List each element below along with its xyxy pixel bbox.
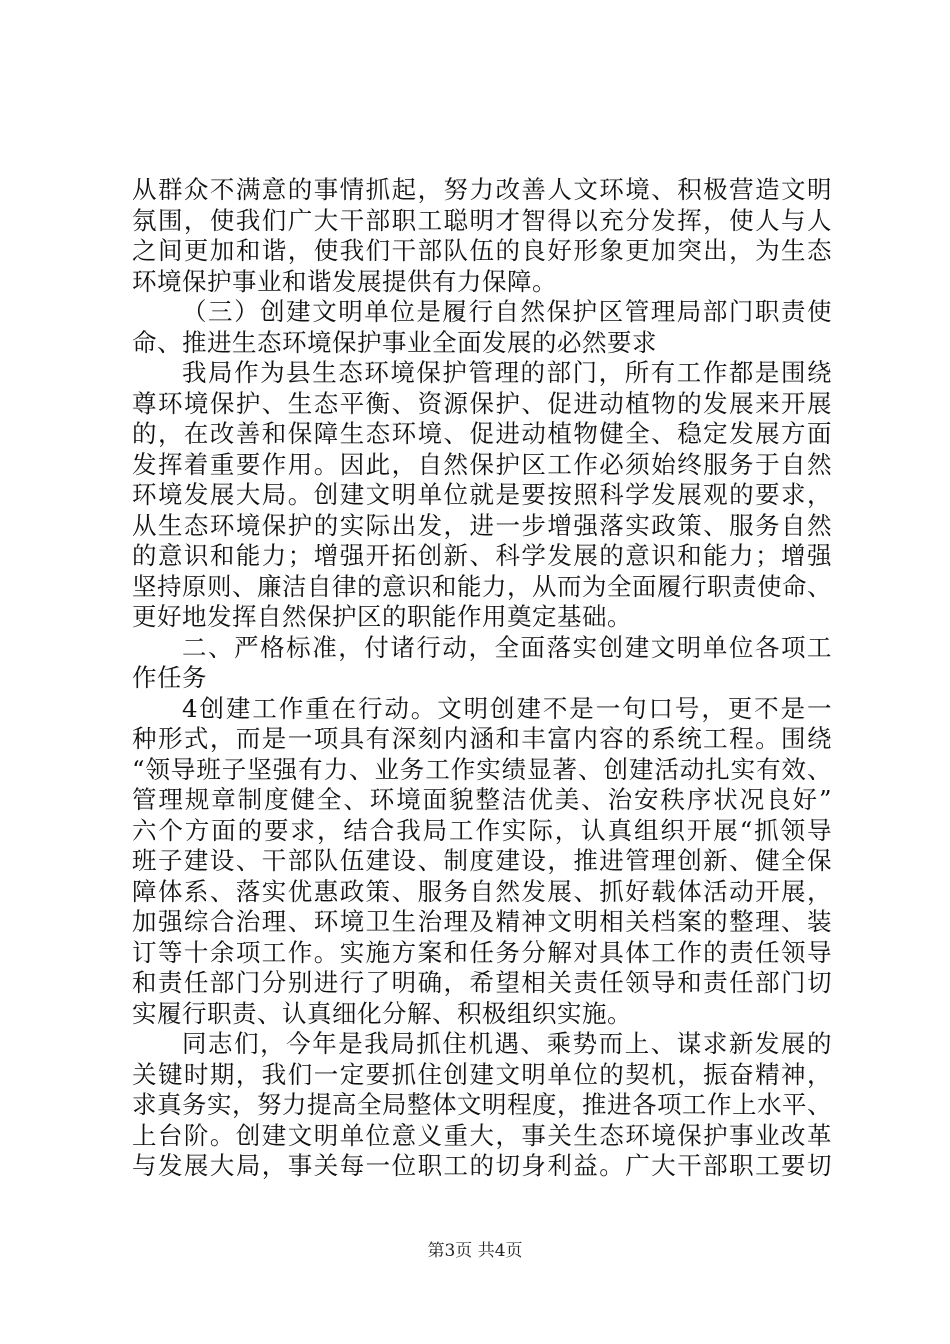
text-line: 六个方面的要求，结合我局工作实际，认真组织开展“抓领导 (132, 815, 832, 845)
text-line: 的意识和能力；增强开拓创新、科学发展的意识和能力；增强 (132, 541, 832, 570)
document-body (132, 175, 832, 1182)
text-line: 同志们，今年是我局抓住机遇、乘势而上、谋求新发展的 (182, 1029, 832, 1058)
text-line: 上台阶。创建文明单位意义重大，事关生态环境保护事业改革 (132, 1120, 832, 1150)
text-line: 环境保护事业和谐发展提供有力保障。 (132, 266, 557, 296)
text-line: 管理规章制度健全、环境面貌整洁优美、治安秩序状况良好” (132, 785, 832, 814)
text-line: 障体系、落实优惠政策、服务自然发展、抓好载体活动开展， (132, 876, 832, 906)
text-line: 班子建设、干部队伍建设、制度建设，推进管理创新、健全保 (132, 846, 832, 875)
text-line: 环境发展大局。创建文明单位就是要按照科学发展观的要求， (132, 480, 832, 509)
text-line: 坚持原则、廉洁自律的意识和能力，从而为全面履行职责使命、 (132, 571, 832, 601)
section-heading-line: 命、推进生态环境保护事业全面发展的必然要求 (132, 327, 657, 357)
text-line: 关键时期，我们一定要抓住创建文明单位的契机，振奋精神， (132, 1059, 832, 1089)
text-line: 和责任部门分别进行了明确，希望相关责任领导和责任部门切 (132, 968, 832, 997)
text-line: 从群众不满意的事情抓起，努力改善人文环境、积极营造文明 (132, 175, 832, 204)
text-line: 加强综合治理、环境卫生治理及精神文明相关档案的整理、装 (132, 907, 832, 936)
text-line: 求真务实，努力提高全局整体文明程度，推进各项工作上水平、 (132, 1090, 832, 1119)
page-number-footer: 第3页 共4页 (427, 1241, 523, 1261)
text-line: 与发展大局，事关每一位职工的切身利益。广大干部职工要切 (132, 1151, 832, 1180)
text-line: 的，在改善和保障生态环境、促进动植物健全、稳定发展方面 (132, 419, 832, 448)
section-heading-line: （三）创建文明单位是履行自然保护区管理局部门职责使 (182, 297, 832, 326)
section-heading-line: 作任务 (132, 663, 207, 692)
text-line: 实履行职责、认真细化分解、积极组织实施。 (132, 998, 632, 1028)
text-line: 更好地发挥自然保护区的职能作用奠定基础。 (132, 602, 632, 631)
text-line: 种形式，而是一项具有深刻内涵和丰富内容的系统工程。围绕 (132, 724, 832, 753)
text-line: 4创建工作重在行动。文明创建不是一句口号，更不是一 (182, 693, 832, 723)
text-line: 之间更加和谐，使我们干部队伍的良好形象更加突出，为生态 (132, 236, 832, 265)
text-line: 尊环境保护、生态平衡、资源保护、促进动植物的发展来开展 (132, 388, 832, 418)
text-line: 氛围，使我们广大干部职工聪明才智得以充分发挥，使人与人 (132, 205, 832, 235)
text-line: “领导班子坚强有力、业务工作实绩显著、创建活动扎实有效、 (132, 754, 832, 784)
text-line: 我局作为县生态环境保护管理的部门，所有工作都是围绕 (182, 358, 832, 387)
text-line: 发挥着重要作用。因此，自然保护区工作必须始终服务于自然 (132, 449, 832, 479)
text-line: 订等十余项工作。实施方案和任务分解对具体工作的责任领导 (132, 937, 832, 967)
section-heading-line: 二、严格标准，付诸行动，全面落实创建文明单位各项工 (182, 632, 832, 662)
text-line: 从生态环境保护的实际出发，进一步增强落实政策、服务自然 (132, 510, 832, 540)
